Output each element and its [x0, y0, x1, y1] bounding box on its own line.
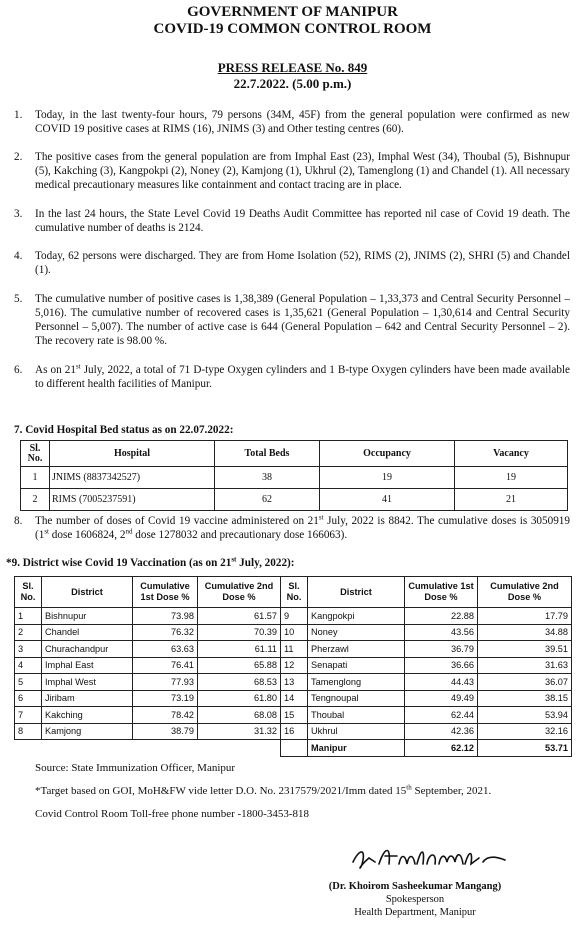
table-cell: Churachandpur [42, 641, 133, 658]
table-cell: 61.80 [198, 690, 281, 707]
empty-cell [42, 740, 133, 757]
table-cell: 15 [281, 707, 308, 724]
table-cell: 21 [455, 489, 568, 511]
paragraph-number: 3. [14, 208, 23, 220]
source-note: Source: State Immunization Officer, Manipur [35, 762, 236, 774]
paragraph-5 [14, 292, 570, 348]
table-cell: 4 [15, 657, 42, 674]
paragraph-number: 4. [14, 250, 23, 262]
paragraph-3 [14, 207, 570, 235]
table-cell: 61.11 [198, 641, 281, 658]
press-release-date: 22.7.2022. (5.00 p.m.) [233, 76, 352, 91]
table-cell: 11 [281, 641, 308, 658]
column-header: Hospital [50, 441, 215, 467]
paragraph-text: In the last 24 hours, the State Level Covid 19 Deaths Audit Committee has reported nil case of Covid 19 death. The cumulative number of deaths is 2124. [35, 208, 570, 234]
table-cell: Kangpokpi [308, 608, 405, 625]
table-row [21, 489, 568, 511]
signatory-role: Spokesperson [385, 894, 445, 905]
table-cell: 36.79 [405, 641, 478, 658]
header-control-room: COVID-19 COMMON CONTROL ROOM [153, 21, 432, 37]
table-header-row [21, 441, 568, 467]
table-cell: 34.88 [478, 624, 572, 641]
table-cell: 13 [281, 674, 308, 691]
table-cell: 8 [15, 723, 42, 740]
table-cell: 62.44 [405, 707, 478, 724]
table-cell: 73.19 [133, 690, 198, 707]
table-row [15, 707, 572, 724]
bed-status-heading: 7. Covid Hospital Bed status as on 22.07.2022: [14, 424, 234, 436]
total-row [15, 740, 572, 757]
empty-cell [133, 740, 198, 757]
table-cell: 14 [281, 690, 308, 707]
paragraph-4 [14, 249, 570, 277]
table-cell: 73.98 [133, 608, 198, 625]
table-cell: 17.79 [478, 608, 572, 625]
paragraph-number: 5. [14, 293, 23, 305]
table-cell: 32.16 [478, 723, 572, 740]
empty-cell [198, 740, 281, 757]
table-cell: Thoubal [308, 707, 405, 724]
table-cell: 65.88 [198, 657, 281, 674]
table-cell: 12 [281, 657, 308, 674]
header-government: GOVERNMENT OF MANIPUR [187, 4, 398, 20]
table-cell: Imphal East [42, 657, 133, 674]
vaccination-table [14, 576, 572, 757]
empty-cell [281, 740, 308, 757]
press-release-number: PRESS RELEASE No. 849 [217, 60, 368, 75]
paragraph-text: Today, in the last twenty-four hours, 79 persons (34M, 45F) from the general population were confirmed as new COVID 19 positive cases at RIMS (16), JNIMS (3) and Other testing centres (60). [35, 109, 570, 135]
target-note: *Target based on GOI, MoH&FW vide letter D.O. No. 2317579/2021/Imm dated 15th September, 2021. [35, 783, 492, 797]
column-header: Sl. No. [15, 577, 42, 608]
table-row [15, 723, 572, 740]
column-header: District [308, 577, 405, 608]
table-cell: 77.93 [133, 674, 198, 691]
paragraph-6 [14, 363, 570, 391]
paragraph-number: 6. [14, 364, 23, 376]
total-cell: 62.12 [405, 740, 478, 757]
table-cell: Tamenglong [308, 674, 405, 691]
table-cell: 76.41 [133, 657, 198, 674]
paragraph-number: 8. [14, 515, 23, 527]
table-row [15, 690, 572, 707]
signatory-department: Health Department, Manipur [354, 907, 476, 918]
table-cell: 31.63 [478, 657, 572, 674]
table-cell: 61.57 [198, 608, 281, 625]
tollfree-number: Covid Control Room Toll-free phone number -1800-3453-818 [35, 808, 309, 820]
table-cell: Bishnupur [42, 608, 133, 625]
bed-status-table [20, 440, 568, 511]
table-cell: 42.36 [405, 723, 478, 740]
table-cell: 10 [281, 624, 308, 641]
table-cell: 1 [21, 467, 50, 489]
paragraph-text: The cumulative number of positive cases is 1,38,389 (General Population – 1,33,373 and Central Security Personnel – 5,016). The cumulative number of recovered cases is 1,35,621 (General Population – 1,30,614 and Central Security Personnel – 5,007). The number of active case is 644 (General Population – 642 and Central Security Personnel – 2). The recovery rate is 98.00 %. [35, 293, 570, 347]
table-cell: 9 [281, 608, 308, 625]
paragraph-8 [14, 514, 570, 542]
signatory-block [310, 880, 520, 919]
paragraph-text: Today, 62 persons were discharged. They are from Home Isolation (52), RIMS (2), JNIMS (2), SHRI (5) and Chandel (1). [35, 250, 570, 276]
table-cell: 5 [15, 674, 42, 691]
table-header-row [15, 577, 572, 608]
table-cell: 62 [215, 489, 320, 511]
table-cell: Imphal West [42, 674, 133, 691]
column-header: District [42, 577, 133, 608]
column-header: Cumulative 2nd Dose % [478, 577, 572, 608]
table-cell: 78.42 [133, 707, 198, 724]
table-cell: 36.66 [405, 657, 478, 674]
table-cell: Kamjong [42, 723, 133, 740]
table-cell: 43.56 [405, 624, 478, 641]
handwritten-signature [345, 840, 515, 874]
table-cell: 68.08 [198, 707, 281, 724]
column-header: Vacancy [455, 441, 568, 467]
table-row [15, 624, 572, 641]
table-cell: 38.15 [478, 690, 572, 707]
column-header: Occupancy [320, 441, 455, 467]
table-cell: Jiribam [42, 690, 133, 707]
table-cell: Kakching [42, 707, 133, 724]
table-row [15, 657, 572, 674]
table-cell: 31.32 [198, 723, 281, 740]
vaccination-heading: *9. District wise Covid 19 Vaccination (as on 21st July, 2022): [6, 555, 295, 569]
table-cell: 19 [320, 467, 455, 489]
paragraph-number: 1. [14, 109, 23, 121]
vaccination-table-body [15, 608, 572, 757]
table-cell: 6 [15, 690, 42, 707]
table-cell: 63.63 [133, 641, 198, 658]
column-header: Cumulative 1st Dose % [405, 577, 478, 608]
table-cell: 19 [455, 467, 568, 489]
total-cell: 53.71 [478, 740, 572, 757]
table-cell: 41 [320, 489, 455, 511]
table-cell: RIMS (7005237591) [50, 489, 215, 511]
table-cell: 22.88 [405, 608, 478, 625]
table-cell: 76.32 [133, 624, 198, 641]
paragraph-number: 2. [14, 151, 23, 163]
signatory-name: (Dr. Khoirom Sasheekumar Mangang) [328, 881, 502, 892]
table-cell: Ukhrul [308, 723, 405, 740]
table-cell: 2 [15, 624, 42, 641]
table-cell: Tengnoupal [308, 690, 405, 707]
table-cell: 1 [15, 608, 42, 625]
paragraph-text: The positive cases from the general population are from Imphal East (23), Imphal West (34), Thoubal (5), Bishnupur (5), Kakching (3), Kangpokpi (2), Noney (2), Kamjong (1), Ukhrul (2), Tamenglong (1) and Chandel (1). All necessary medical precautionary measures like containment and contact tracing are in place. [35, 151, 570, 191]
column-header: Total Beds [215, 441, 320, 467]
table-cell: 16 [281, 723, 308, 740]
table-cell: Pherzawl [308, 641, 405, 658]
column-header: Sl. No. [21, 441, 50, 467]
table-cell: 7 [15, 707, 42, 724]
table-cell: 38 [215, 467, 320, 489]
table-cell: 38.79 [133, 723, 198, 740]
table-row [21, 467, 568, 489]
table-cell: 39.51 [478, 641, 572, 658]
table-cell: Chandel [42, 624, 133, 641]
table-cell: JNIMS (8837342527) [50, 467, 215, 489]
table-cell: 53.94 [478, 707, 572, 724]
paragraph-1 [14, 108, 570, 136]
table-cell: 49.49 [405, 690, 478, 707]
table-row [15, 641, 572, 658]
paragraph-2 [14, 150, 570, 192]
table-cell: Senapati [308, 657, 405, 674]
paragraph-text: The number of doses of Covid 19 vaccine administered on 21st July, 2022 is 8842. The cumulative doses is 3050919 (1st dose 1606824, 2nd dose 1278032 and precautionary dose 166063). [35, 513, 570, 541]
table-cell: 44.43 [405, 674, 478, 691]
table-cell: 3 [15, 641, 42, 658]
table-cell: 70.39 [198, 624, 281, 641]
total-cell: Manipur [308, 740, 405, 757]
table-row [15, 608, 572, 625]
column-header: Cumulative 2nd Dose % [198, 577, 281, 608]
table-cell: 36.07 [478, 674, 572, 691]
table-cell: 2 [21, 489, 50, 511]
column-header: Sl. No. [281, 577, 308, 608]
table-cell: Noney [308, 624, 405, 641]
table-cell: 68.53 [198, 674, 281, 691]
empty-cell [15, 740, 42, 757]
paragraph-text: As on 21st July, 2022, a total of 71 D-type Oxygen cylinders and 1 B-type Oxygen cylinders have been made available to different health facilities of Manipur. [35, 362, 571, 390]
column-header: Cumulative 1st Dose % [133, 577, 198, 608]
table-row [15, 674, 572, 691]
